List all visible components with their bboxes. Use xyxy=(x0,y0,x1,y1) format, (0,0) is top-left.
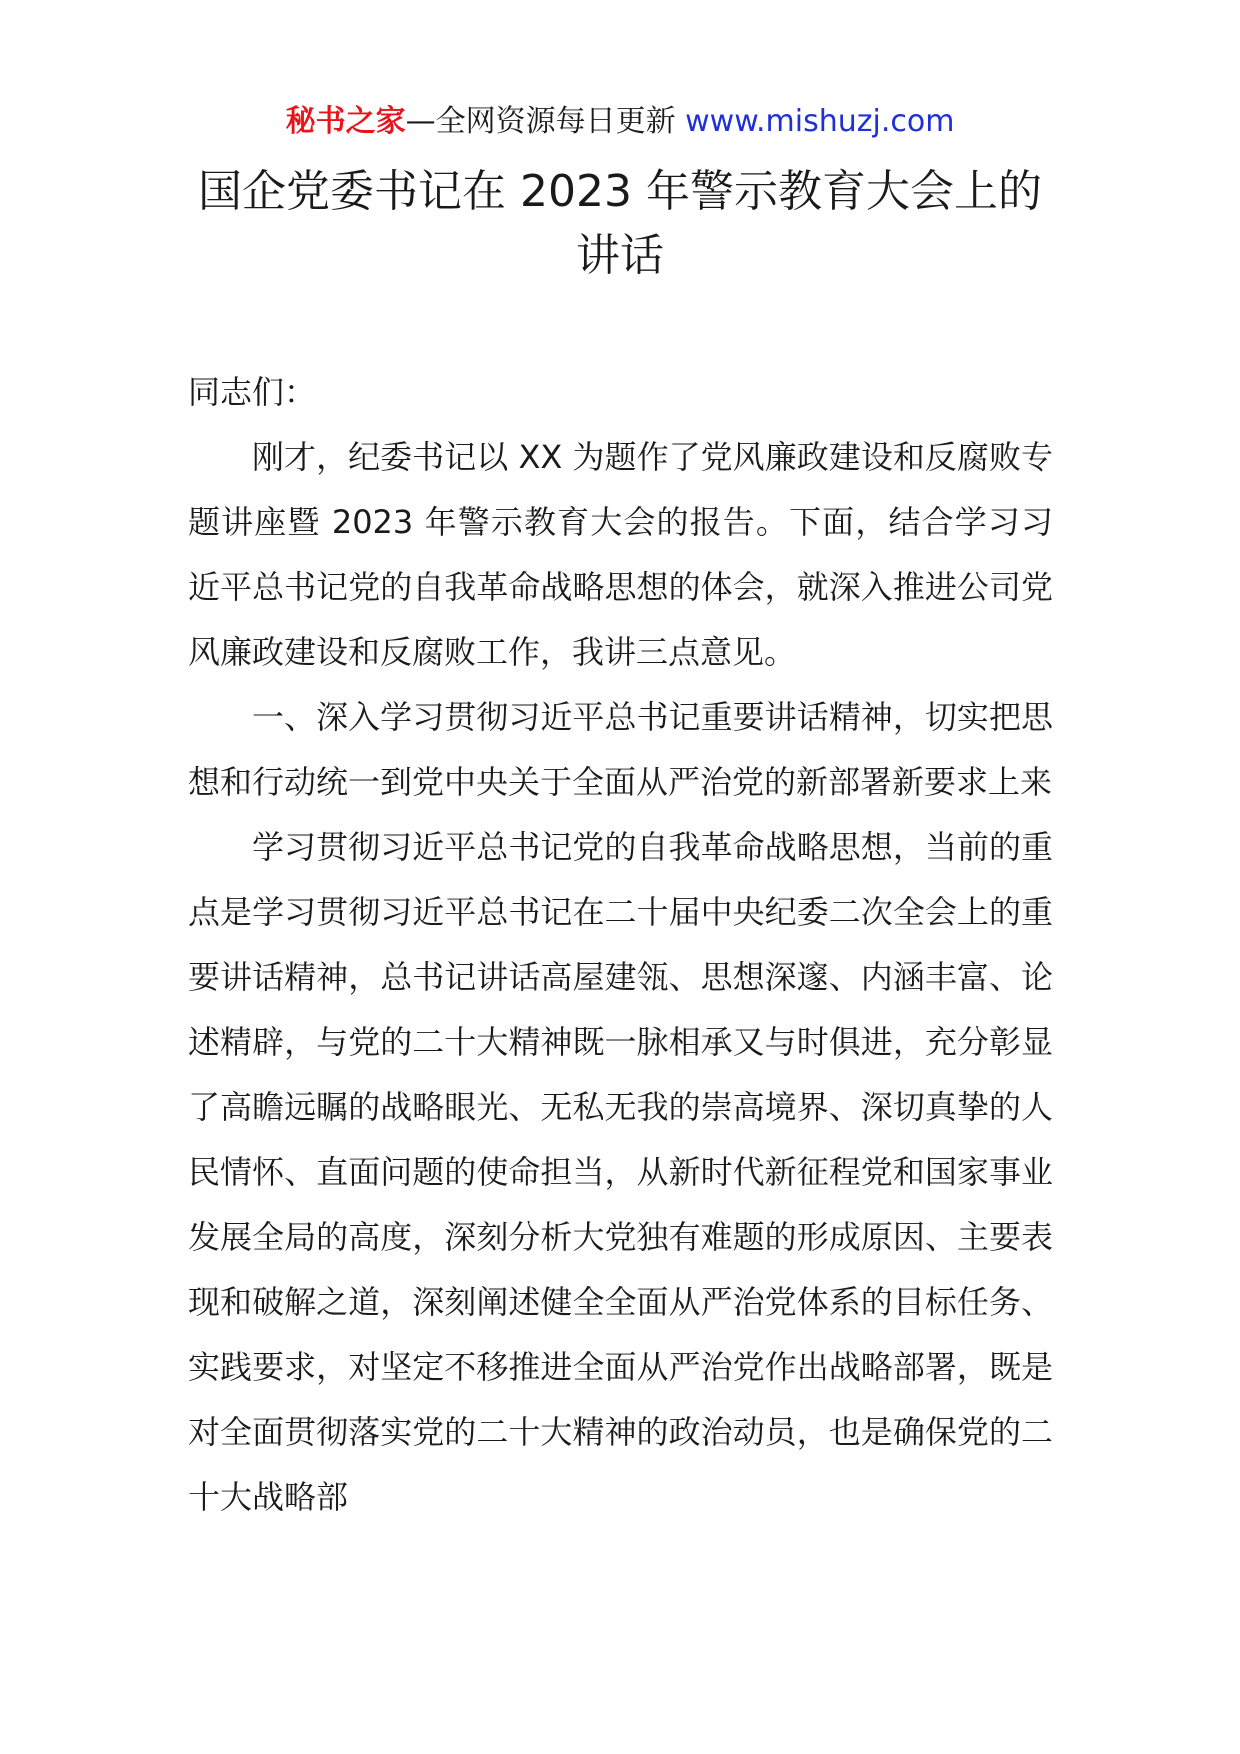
site-header xyxy=(0,100,1240,144)
site-url-link[interactable]: www.mishuzj.com xyxy=(685,104,955,139)
body-paragraph: 学习贯彻习近平总书记党的自我革命战略思想，当前的重点是学习贯彻习近平总书记在二十届中央纪委二次全会上的重要讲话精神，总书记讲话高屋建瓴、思想深邃、内涵丰富、论述精辟，与党的二十大精神既一脉相承又与时俱进，充分彰显了高瞻远瞩的战略眼光、无私无我的崇高境界、深切真挚的人民情怀、直面问题的使命担当，从新时代新征程党和国家事业发展全局的高度，深刻分析大党独有难题的形成原因、主要表现和破解之道，深刻阐述健全全面从严治党体系的目标任务、实践要求，对坚定不移推进全面从严治党作出战略部署，既是对全面贯彻落实党的二十大精神的政治动员，也是确保党的二十大战略部 xyxy=(188,828,1053,1516)
document-body xyxy=(188,360,1053,1530)
document-title: 国企党委书记在 2023 年警示教育大会上的讲话 xyxy=(198,166,1042,281)
salutation: 同志们： xyxy=(188,373,317,411)
body-paragraph: 刚才，纪委书记以 XX 为题作了党风廉政建设和反腐败专题讲座暨 2023 年警示教育大会的报告。下面，结合学习习近平总书记党的自我革命战略思想的体会，就深入推进公司党风廉政建设和反腐败工作，我讲三点意见。 xyxy=(188,438,1053,671)
brand-name: 秘书之家 xyxy=(285,104,406,139)
header-slogan: —全网资源每日更新 xyxy=(405,104,676,139)
section-heading: 一、深入学习贯彻习近平总书记重要讲话精神，切实把思想和行动统一到党中央关于全面从严治党的新部署新要求上来 xyxy=(188,698,1053,801)
